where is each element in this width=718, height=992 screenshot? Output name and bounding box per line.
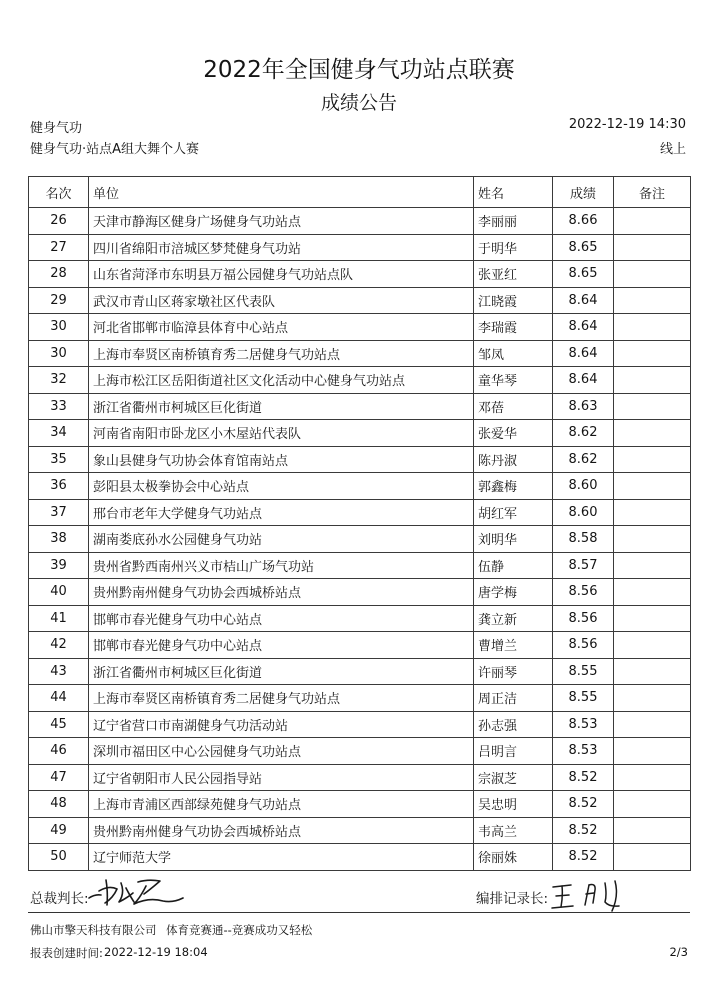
- note-cell: [614, 473, 691, 500]
- unit-cell: 浙江省衢州市柯城区巨化街道: [89, 658, 474, 685]
- unit-cell: 辽宁师范大学: [89, 844, 474, 871]
- page-number: 2/3: [669, 945, 688, 959]
- unit-cell: 武汉市青山区蒋家墩社区代表队: [89, 287, 474, 314]
- unit-cell: 邯郸市春光健身气功中心站点: [89, 605, 474, 632]
- note-cell: [614, 420, 691, 447]
- result-row: [29, 208, 691, 235]
- rank-cell: 34: [29, 420, 89, 447]
- note-cell: [614, 499, 691, 526]
- name-cell: 宗淑芝: [474, 764, 553, 791]
- name-cell: 郭鑫梅: [474, 473, 553, 500]
- score-cell: 8.62: [553, 446, 614, 473]
- score-cell: 8.56: [553, 605, 614, 632]
- rank-cell: 42: [29, 632, 89, 659]
- rank-cell: 49: [29, 817, 89, 844]
- rank-cell: 44: [29, 685, 89, 712]
- result-row: [29, 314, 691, 341]
- name-cell: 胡红军: [474, 499, 553, 526]
- score-cell: 8.52: [553, 791, 614, 818]
- score-cell: 8.65: [553, 234, 614, 261]
- category-label: 健身气功: [30, 121, 83, 136]
- header-row: [29, 177, 691, 208]
- rank-cell: 39: [29, 552, 89, 579]
- score-cell: 8.55: [553, 658, 614, 685]
- name-cell: 李丽丽: [474, 208, 553, 235]
- recorder-signature: [548, 876, 638, 914]
- column-name: 姓名: [474, 177, 553, 208]
- unit-cell: 上海市奉贤区南桥镇育秀二居健身气功站点: [89, 685, 474, 712]
- rank-cell: 30: [29, 340, 89, 367]
- note-cell: [614, 685, 691, 712]
- score-cell: 8.65: [553, 261, 614, 288]
- name-cell: 吴忠明: [474, 791, 553, 818]
- recorder-label: 编排记录长:: [476, 891, 549, 907]
- name-cell: 刘明华: [474, 526, 553, 553]
- unit-cell: 山东省菏泽市东明县万福公园健身气功站点队: [89, 261, 474, 288]
- unit-cell: 辽宁省朝阳市人民公园指导站: [89, 764, 474, 791]
- name-cell: 江晓霞: [474, 287, 553, 314]
- name-cell: 许丽琴: [474, 658, 553, 685]
- result-row: [29, 526, 691, 553]
- name-cell: 邹凤: [474, 340, 553, 367]
- footer-divider: [28, 912, 690, 913]
- rank-cell: 26: [29, 208, 89, 235]
- rank-cell: 46: [29, 738, 89, 765]
- result-row: [29, 446, 691, 473]
- note-cell: [614, 314, 691, 341]
- rank-cell: 43: [29, 658, 89, 685]
- name-cell: 徐丽姝: [474, 844, 553, 871]
- document-subtitle: 成绩公告: [320, 92, 397, 114]
- score-cell: 8.60: [553, 499, 614, 526]
- score-cell: 8.64: [553, 340, 614, 367]
- unit-cell: 邯郸市春光健身气功中心站点: [89, 632, 474, 659]
- result-row: [29, 234, 691, 261]
- results-table: [28, 176, 691, 871]
- note-cell: [614, 632, 691, 659]
- rank-cell: 32: [29, 367, 89, 394]
- rank-cell: 33: [29, 393, 89, 420]
- unit-cell: 上海市青浦区西部绿苑健身气功站点: [89, 791, 474, 818]
- unit-cell: 天津市静海区健身广场健身气功站点: [89, 208, 474, 235]
- name-cell: 邓蓓: [474, 393, 553, 420]
- name-cell: 于明华: [474, 234, 553, 261]
- name-cell: 周正洁: [474, 685, 553, 712]
- result-row: [29, 605, 691, 632]
- note-cell: [614, 764, 691, 791]
- note-cell: [614, 711, 691, 738]
- name-cell: 伍静: [474, 552, 553, 579]
- result-row: [29, 420, 691, 447]
- name-cell: 张亚红: [474, 261, 553, 288]
- result-row: [29, 579, 691, 606]
- column-rank: 名次: [29, 177, 89, 208]
- note-cell: [614, 340, 691, 367]
- result-row: [29, 552, 691, 579]
- score-cell: 8.56: [553, 579, 614, 606]
- score-cell: 8.64: [553, 287, 614, 314]
- rank-cell: 27: [29, 234, 89, 261]
- note-cell: [614, 287, 691, 314]
- unit-cell: 上海市松江区岳阳街道社区文化活动中心健身气功站点: [89, 367, 474, 394]
- note-cell: [614, 393, 691, 420]
- score-cell: 8.62: [553, 420, 614, 447]
- score-cell: 8.55: [553, 685, 614, 712]
- result-row: [29, 340, 691, 367]
- note-cell: [614, 446, 691, 473]
- note-cell: [614, 658, 691, 685]
- rank-cell: 48: [29, 791, 89, 818]
- result-row: [29, 261, 691, 288]
- rank-cell: 41: [29, 605, 89, 632]
- result-row: [29, 844, 691, 871]
- result-row: [29, 658, 691, 685]
- result-row: [29, 685, 691, 712]
- unit-cell: 辽宁省营口市南湖健身气功活动站: [89, 711, 474, 738]
- score-cell: 8.56: [553, 632, 614, 659]
- rank-cell: 40: [29, 579, 89, 606]
- table-body: [29, 208, 691, 871]
- score-cell: 8.53: [553, 711, 614, 738]
- score-cell: 8.66: [553, 208, 614, 235]
- name-cell: 韦高兰: [474, 817, 553, 844]
- name-cell: 陈丹淑: [474, 446, 553, 473]
- created-time-value: 2022-12-19 18:04: [104, 945, 208, 959]
- column-note: 备注: [614, 177, 691, 208]
- event-name: 健身气功·站点A组大舞个人赛: [30, 142, 200, 157]
- note-cell: [614, 844, 691, 871]
- rank-cell: 50: [29, 844, 89, 871]
- rank-cell: 47: [29, 764, 89, 791]
- name-cell: 童华琴: [474, 367, 553, 394]
- score-cell: 8.60: [553, 473, 614, 500]
- competition-mode: 线上: [659, 142, 686, 157]
- unit-cell: 湖南娄底孙水公园健身气功站: [89, 526, 474, 553]
- note-cell: [614, 367, 691, 394]
- note-cell: [614, 791, 691, 818]
- name-cell: 龚立新: [474, 605, 553, 632]
- rank-cell: 28: [29, 261, 89, 288]
- result-row: [29, 367, 691, 394]
- result-row: [29, 711, 691, 738]
- column-score: 成绩: [553, 177, 614, 208]
- note-cell: [614, 552, 691, 579]
- column-unit: 单位: [89, 177, 474, 208]
- name-cell: 李瑞霞: [474, 314, 553, 341]
- unit-cell: 贵州省黔西南州兴义市桔山广场气功站: [89, 552, 474, 579]
- score-cell: 8.57: [553, 552, 614, 579]
- result-row: [29, 764, 691, 791]
- unit-cell: 上海市奉贤区南桥镇育秀二居健身气功站点: [89, 340, 474, 367]
- unit-cell: 彭阳县太极拳协会中心站点: [89, 473, 474, 500]
- note-cell: [614, 234, 691, 261]
- rank-cell: 29: [29, 287, 89, 314]
- name-cell: 吕明言: [474, 738, 553, 765]
- rank-cell: 38: [29, 526, 89, 553]
- name-cell: 张爱华: [474, 420, 553, 447]
- note-cell: [614, 738, 691, 765]
- result-row: [29, 393, 691, 420]
- result-row: [29, 287, 691, 314]
- score-cell: 8.52: [553, 844, 614, 871]
- unit-cell: 四川省绵阳市涪城区梦梵健身气功站: [89, 234, 474, 261]
- score-cell: 8.64: [553, 314, 614, 341]
- score-cell: 8.63: [553, 393, 614, 420]
- result-row: [29, 632, 691, 659]
- name-cell: 曹增兰: [474, 632, 553, 659]
- score-cell: 8.58: [553, 526, 614, 553]
- score-cell: 8.53: [553, 738, 614, 765]
- table-header: [29, 177, 691, 208]
- score-cell: 8.52: [553, 817, 614, 844]
- note-cell: [614, 526, 691, 553]
- unit-cell: 邢台市老年大学健身气功站点: [89, 499, 474, 526]
- note-cell: [614, 605, 691, 632]
- result-row: [29, 473, 691, 500]
- unit-cell: 深圳市福田区中心公园健身气功站点: [89, 738, 474, 765]
- company-name: 佛山市擎天科技有限公司: [30, 923, 157, 937]
- company-slogan: 体育竞赛通--竞赛成功又轻松: [166, 923, 313, 937]
- result-row: [29, 791, 691, 818]
- chief-referee-label: 总裁判长:: [30, 891, 89, 907]
- score-cell: 8.52: [553, 764, 614, 791]
- result-row: [29, 738, 691, 765]
- rank-cell: 36: [29, 473, 89, 500]
- unit-cell: 河南省南阳市卧龙区小木屋站代表队: [89, 420, 474, 447]
- chief-referee-signature: [86, 874, 186, 910]
- unit-cell: 象山县健身气功协会体育馆南站点: [89, 446, 474, 473]
- result-row: [29, 499, 691, 526]
- rank-cell: 45: [29, 711, 89, 738]
- name-cell: 唐学梅: [474, 579, 553, 606]
- note-cell: [614, 261, 691, 288]
- unit-cell: 贵州黔南州健身气功协会西城桥站点: [89, 579, 474, 606]
- score-cell: 8.64: [553, 367, 614, 394]
- unit-cell: 贵州黔南州健身气功协会西城桥站点: [89, 817, 474, 844]
- unit-cell: 河北省邯郸市临漳县体育中心站点: [89, 314, 474, 341]
- name-cell: 孙志强: [474, 711, 553, 738]
- note-cell: [614, 208, 691, 235]
- note-cell: [614, 817, 691, 844]
- publish-datetime: 2022-12-19 14:30: [568, 117, 686, 132]
- result-row: [29, 817, 691, 844]
- note-cell: [614, 579, 691, 606]
- rank-cell: 37: [29, 499, 89, 526]
- unit-cell: 浙江省衢州市柯城区巨化街道: [89, 393, 474, 420]
- rank-cell: 35: [29, 446, 89, 473]
- document-title: 2022年全国健身气功站点联赛: [203, 57, 515, 83]
- rank-cell: 30: [29, 314, 89, 341]
- created-time-label: 报表创建时间:: [30, 946, 103, 960]
